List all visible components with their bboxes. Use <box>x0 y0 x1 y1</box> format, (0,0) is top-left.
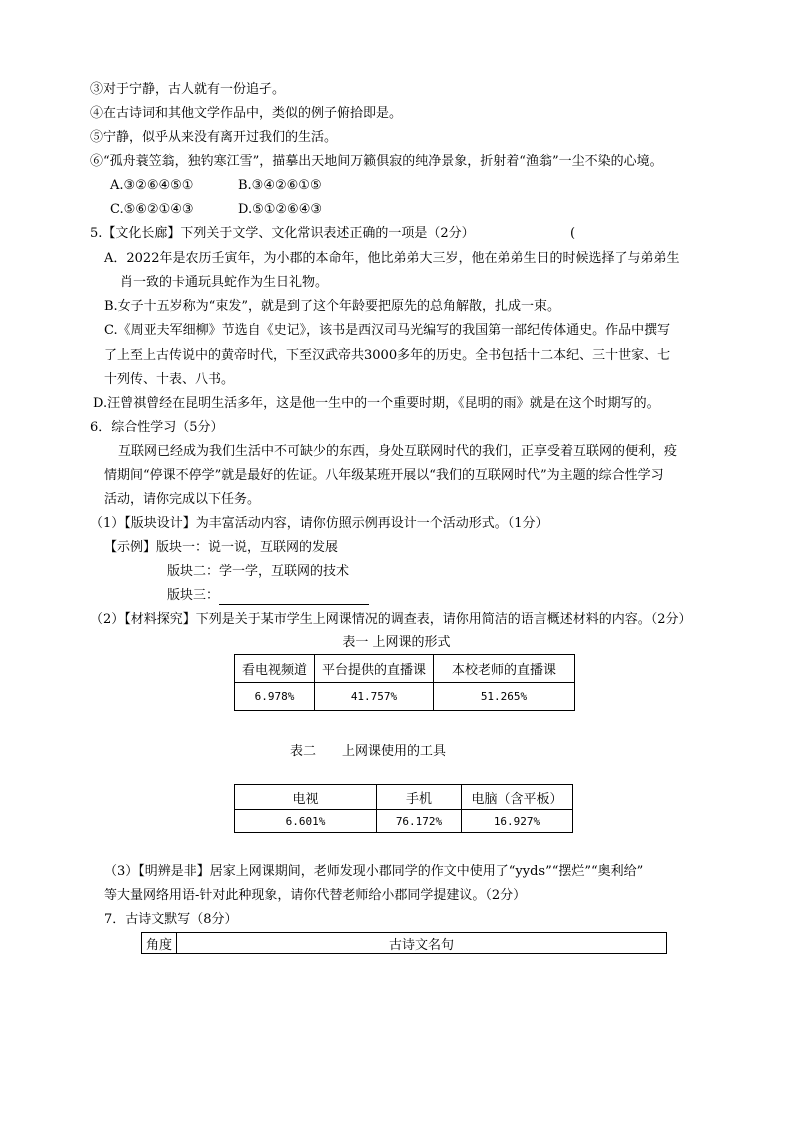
q6-sub1: （1）【版块设计】为丰富活动内容，请你仿照示例再设计一个活动形式。（1分） <box>90 516 549 531</box>
q7-title: 7．古诗文默写（8分） <box>104 912 238 927</box>
q6-example-3-label: 版块三： <box>167 588 220 603</box>
q6-intro-line1: 互联网已经成为我们生活中不可缺少的东西，身处互联网时代的我们，正享受着互联网的便利，疫 <box>118 444 678 459</box>
q5-option-c-line2: 了上至上古传说中的黄帝时代，下至汉武帝共3000多年的历史。全书包括十二本纪、三十世家、七 <box>104 348 671 363</box>
q5-answer-paren: ( <box>570 226 576 241</box>
choice-b: B.③④②⑥①⑤ <box>238 178 322 193</box>
q6-example-3 <box>167 587 369 605</box>
q5-option-c-line3: 十列传、十表、八书。 <box>104 372 235 387</box>
table1-cell: 41.757% <box>315 683 434 711</box>
q5-title: 5.【文化长廊】下列关于文学、文化常识表述正确的一项是（2分） <box>90 226 475 241</box>
choice-d: D.⑤①②⑥④③ <box>238 202 323 217</box>
q5-option-c-line1: C.《周亚夫军细柳》节选自《史记》，该书是西汉司马光编写的我国第一部纪传体通史。作品中撰写 <box>104 323 671 338</box>
q6-example-2: 版块二：学一学，互联网的技术 <box>167 564 350 579</box>
q6-sub3-line1: （3）【明辨是非】居家上网课期间，老师发现小郡同学的作文中使用了“yyds”“摆烂”“奥利给” <box>104 864 644 879</box>
table3-header: 古诗文名句 <box>177 933 667 954</box>
q6-title: 6．综合性学习（5分） <box>90 420 224 435</box>
table2 <box>234 784 573 833</box>
q6-sub3-line2: 等大量网络用语-针对此种现象，请你代替老师给小郡同学提建议。（2分） <box>104 888 527 903</box>
table1-header: 平台提供的直播课 <box>315 655 434 683</box>
q5-option-a-line2: 肖一致的卡通玩具蛇作为生日礼物。 <box>120 275 329 290</box>
q5-option-b: B.女子十五岁称为“束发”，就是到了这个年龄要把原先的总角解散，扎成一束。 <box>104 299 560 314</box>
sentence-6: ⑥“孤舟蓑笠翁，独钓寒江雪”，描摹出天地间万籁俱寂的纯净景象，折射着“渔翁”一尘不染的心境。 <box>90 154 663 169</box>
table2-cell: 16.927% <box>462 810 573 833</box>
table2-caption: 表二 上网课使用的工具 <box>290 744 447 759</box>
q6-sub2: （2）【材料探究】下列是关于某市学生上网课情况的调查表，请你用简洁的语言概述材料的内容。（2分） <box>90 612 692 627</box>
sentence-3: ③对于宁静，古人就有一份追孑。 <box>90 82 286 97</box>
table2-cell: 6.601% <box>235 810 377 833</box>
table1-header: 本校老师的直播课 <box>434 655 575 683</box>
table1 <box>234 654 575 711</box>
table2-header: 手机 <box>377 785 462 810</box>
q6-example-1: 【示例】版块一：说一说，互联网的发展 <box>104 540 339 555</box>
q5-option-d: D.汪曾祺曾经在昆明生活多年，这是他一生中的一个重要时期，《昆明的雨》就是在这个时期写的。 <box>93 396 660 411</box>
sentence-5: ⑤宁静，似乎从来没有离开过我们的生活。 <box>90 130 338 145</box>
table3 <box>141 932 667 954</box>
table2-cell: 76.172% <box>377 810 462 833</box>
table1-caption: 表一 上网课的形式 <box>342 635 451 650</box>
table2-header: 电脑（含平板） <box>462 785 573 810</box>
table1-header: 看电视频道 <box>235 655 315 683</box>
choice-c: C.⑤⑥②①④③ <box>110 202 194 217</box>
q6-intro-line2: 情期间“停课不停学”就是最好的佐证。八年级某班开展以“我们的互联网时代”为主题的综合性学习 <box>104 468 664 483</box>
table1-cell: 6.978% <box>235 683 315 711</box>
answer-blank[interactable] <box>219 590 369 605</box>
choice-a: A.③②⑥④⑤① <box>110 178 194 193</box>
q5-option-a-line1: A．2022年是农历壬寅年，为小郡的本命年，他比弟弟大三岁，他在弟弟生日的时候选择了与弟弟生 <box>104 251 680 266</box>
table1-cell: 51.265% <box>434 683 575 711</box>
q6-intro-line3: 活动，请你完成以下任务。 <box>104 492 261 507</box>
table3-header: 角度 <box>142 933 177 954</box>
table2-header: 电视 <box>235 785 377 810</box>
sentence-4: ④在古诗词和其他文学作品中，类似的例子俯拾即是。 <box>90 106 403 121</box>
